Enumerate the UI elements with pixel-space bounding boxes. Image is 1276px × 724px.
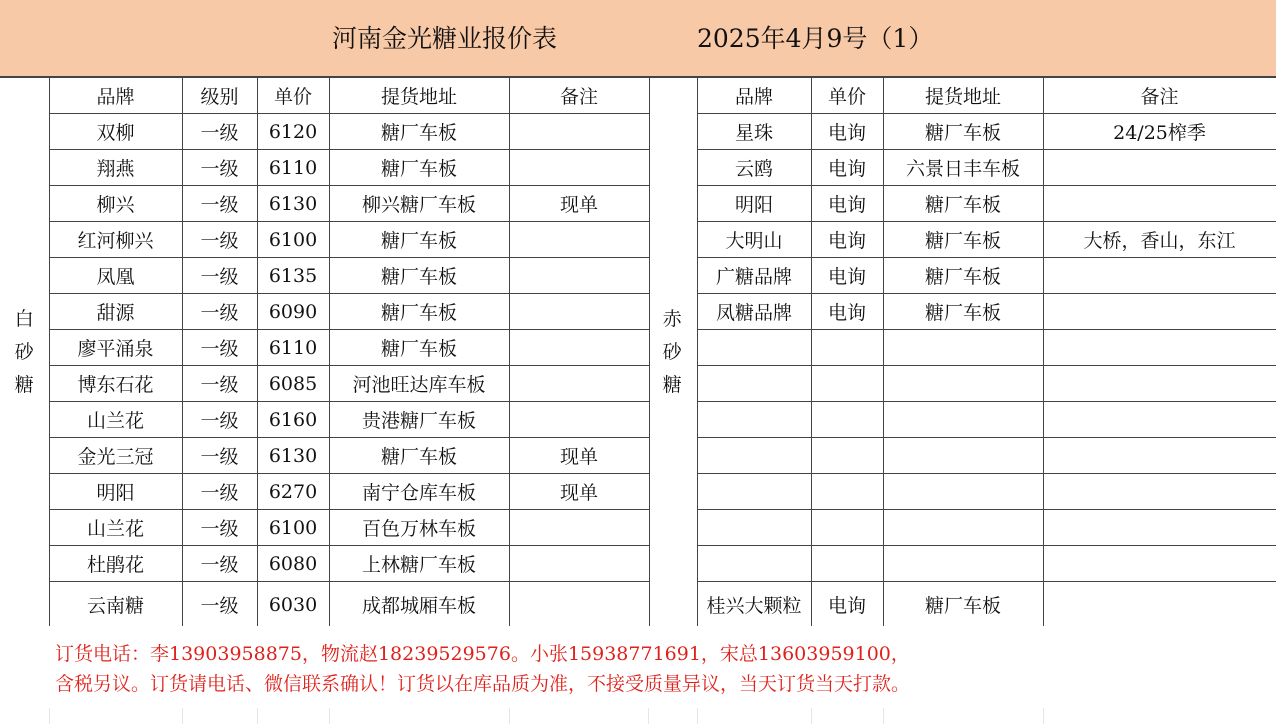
white-sugar-table: [0, 77, 650, 628]
category-char: 糖: [14, 374, 34, 396]
red-sugar-table: [648, 77, 1276, 628]
table-row: [0, 366, 649, 402]
brand-cell: 大明山: [697, 222, 811, 258]
grade-cell: 一级: [182, 474, 257, 510]
price-cell: [811, 474, 883, 510]
column-header-grade: 级别: [182, 78, 257, 114]
footer-notes: [0, 626, 1276, 724]
category-char: 糖: [662, 374, 682, 396]
column-header-price: 单价: [257, 78, 329, 114]
price-cell: 电询: [811, 258, 883, 294]
note-cell: [509, 150, 649, 186]
brand-cell: [697, 510, 811, 546]
table-row: [0, 150, 649, 186]
price-cell: 6090: [257, 294, 329, 330]
brand-cell: 广糖品牌: [697, 258, 811, 294]
price-cell: 6130: [257, 186, 329, 222]
category-char: 砂: [662, 341, 682, 363]
brand-cell: 凤凰: [49, 258, 182, 294]
header-bar: [0, 0, 1276, 77]
divider: [329, 708, 330, 724]
table-row: [648, 402, 1276, 438]
address-cell: 南宁仓库车板: [329, 474, 509, 510]
note-cell: [1043, 258, 1276, 294]
table-row: [0, 546, 649, 582]
brand-cell: 双柳: [49, 114, 182, 150]
price-cell: 电询: [811, 222, 883, 258]
note-cell: [509, 582, 649, 628]
brand-cell: 明阳: [49, 474, 182, 510]
address-cell: 糖厂车板: [329, 330, 509, 366]
address-cell: [883, 510, 1043, 546]
table-row: [648, 294, 1276, 330]
brand-cell: 红河柳兴: [49, 222, 182, 258]
note-cell: [1043, 438, 1276, 474]
note-cell: [509, 294, 649, 330]
table-row: [648, 258, 1276, 294]
brand-cell: 云南糖: [49, 582, 182, 628]
divider: [811, 708, 812, 724]
table-row: [0, 510, 649, 546]
address-cell: [883, 438, 1043, 474]
table-row: [648, 222, 1276, 258]
brand-cell: 甜源: [49, 294, 182, 330]
price-cell: 电询: [811, 294, 883, 330]
price-cell: [811, 402, 883, 438]
column-header-brand: 品牌: [697, 78, 811, 114]
address-cell: 上林糖厂车板: [329, 546, 509, 582]
column-header-brand: 品牌: [49, 78, 182, 114]
grade-cell: 一级: [182, 114, 257, 150]
address-cell: 糖厂车板: [329, 114, 509, 150]
note-cell: [1043, 186, 1276, 222]
note-cell: [1043, 582, 1276, 628]
grade-cell: 一级: [182, 546, 257, 582]
note-cell: [509, 258, 649, 294]
brand-cell: 星珠: [697, 114, 811, 150]
table-row: [0, 294, 649, 330]
column-header-price: 单价: [811, 78, 883, 114]
price-cell: 6110: [257, 330, 329, 366]
table-row: [648, 186, 1276, 222]
address-cell: 糖厂车板: [883, 258, 1043, 294]
divider: [883, 708, 884, 724]
page-title: 河南金光糖业报价表: [332, 24, 558, 53]
address-cell: 糖厂车板: [883, 582, 1043, 628]
table-row: [648, 330, 1276, 366]
note-cell: [1043, 150, 1276, 186]
note-cell: [1043, 474, 1276, 510]
address-cell: [883, 546, 1043, 582]
brand-cell: 金光三冠: [49, 438, 182, 474]
price-cell: 电询: [811, 582, 883, 628]
table-row: [0, 186, 649, 222]
brand-cell: [697, 546, 811, 582]
contact-note: 订货电话：李13903958875，物流赵18239529576。小张15938771691，宋总13603959100，: [55, 643, 910, 665]
address-cell: 糖厂车板: [883, 222, 1043, 258]
grade-cell: 一级: [182, 438, 257, 474]
grade-cell: 一级: [182, 150, 257, 186]
table-row: [0, 222, 649, 258]
divider: [697, 708, 698, 724]
divider: [648, 708, 649, 724]
brand-cell: [697, 474, 811, 510]
note-cell: [509, 114, 649, 150]
address-cell: 糖厂车板: [329, 150, 509, 186]
note-cell: [1043, 330, 1276, 366]
divider: [1043, 708, 1044, 724]
address-cell: [883, 330, 1043, 366]
grade-cell: 一级: [182, 366, 257, 402]
address-cell: 百色万林车板: [329, 510, 509, 546]
table-row: [648, 150, 1276, 186]
brand-cell: [697, 402, 811, 438]
brand-cell: 翔燕: [49, 150, 182, 186]
quote-date: 2025年4月9号（1）: [697, 24, 934, 53]
table-row: [648, 438, 1276, 474]
brand-cell: 柳兴: [49, 186, 182, 222]
price-cell: 电询: [811, 186, 883, 222]
note-cell: 24/25榨季: [1043, 114, 1276, 150]
category-char: 赤: [662, 308, 682, 330]
address-cell: 糖厂车板: [883, 186, 1043, 222]
note-cell: [1043, 366, 1276, 402]
note-cell: 大桥，香山，东江: [1043, 222, 1276, 258]
brand-cell: [697, 330, 811, 366]
table-row: [648, 366, 1276, 402]
note-cell: [1043, 546, 1276, 582]
grade-cell: 一级: [182, 222, 257, 258]
note-cell: [509, 366, 649, 402]
price-cell: 6130: [257, 438, 329, 474]
column-header-address: 提货地址: [883, 78, 1043, 114]
note-cell: [1043, 510, 1276, 546]
address-cell: 糖厂车板: [883, 114, 1043, 150]
note-cell: 现单: [509, 186, 649, 222]
address-cell: 糖厂车板: [329, 258, 509, 294]
address-cell: 贵港糖厂车板: [329, 402, 509, 438]
price-cell: 6030: [257, 582, 329, 628]
table-row: [0, 402, 649, 438]
category-label: [648, 78, 697, 628]
table-row: [648, 582, 1276, 628]
column-header-address: 提货地址: [329, 78, 509, 114]
address-cell: [883, 402, 1043, 438]
price-cell: 6120: [257, 114, 329, 150]
grade-cell: 一级: [182, 582, 257, 628]
note-cell: [509, 222, 649, 258]
header-row: [648, 78, 1276, 114]
divider: [509, 708, 510, 724]
note-cell: 现单: [509, 474, 649, 510]
divider: [257, 708, 258, 724]
price-cell: 6110: [257, 150, 329, 186]
note-cell: [509, 510, 649, 546]
table-row: [0, 582, 649, 628]
table-row: [648, 114, 1276, 150]
address-cell: 六景日丰车板: [883, 150, 1043, 186]
table-row: [648, 474, 1276, 510]
column-header-note: 备注: [509, 78, 649, 114]
address-cell: 河池旺达库车板: [329, 366, 509, 402]
brand-cell: 杜鹃花: [49, 546, 182, 582]
grade-cell: 一级: [182, 186, 257, 222]
price-cell: 6100: [257, 510, 329, 546]
address-cell: [883, 366, 1043, 402]
price-cell: 电询: [811, 114, 883, 150]
price-cell: [811, 366, 883, 402]
price-cell: [811, 330, 883, 366]
note-cell: 现单: [509, 438, 649, 474]
brand-cell: 山兰花: [49, 402, 182, 438]
grade-cell: 一级: [182, 402, 257, 438]
price-cell: 6160: [257, 402, 329, 438]
brand-cell: 凤糖品牌: [697, 294, 811, 330]
price-cell: 6135: [257, 258, 329, 294]
address-cell: 糖厂车板: [329, 294, 509, 330]
note-cell: [509, 402, 649, 438]
price-cell: 6080: [257, 546, 329, 582]
brand-cell: 明阳: [697, 186, 811, 222]
table-row: [0, 330, 649, 366]
divider: [182, 708, 183, 724]
note-cell: [509, 546, 649, 582]
note-cell: [1043, 402, 1276, 438]
brand-cell: 桂兴大颗粒: [697, 582, 811, 628]
brand-cell: 博东石花: [49, 366, 182, 402]
divider: [49, 708, 50, 724]
grade-cell: 一级: [182, 258, 257, 294]
note-cell: [509, 330, 649, 366]
price-cell: 电询: [811, 150, 883, 186]
table-row: [0, 438, 649, 474]
category-char: 砂: [14, 341, 34, 363]
address-cell: 糖厂车板: [883, 294, 1043, 330]
note-cell: [1043, 294, 1276, 330]
table-row: [648, 546, 1276, 582]
address-cell: [883, 474, 1043, 510]
price-cell: [811, 546, 883, 582]
grade-cell: 一级: [182, 294, 257, 330]
price-cell: [811, 510, 883, 546]
address-cell: 糖厂车板: [329, 438, 509, 474]
brand-cell: [697, 438, 811, 474]
column-header-note: 备注: [1043, 78, 1276, 114]
brand-cell: 云鸥: [697, 150, 811, 186]
address-cell: 糖厂车板: [329, 222, 509, 258]
grade-cell: 一级: [182, 330, 257, 366]
price-cell: 6100: [257, 222, 329, 258]
price-cell: 6085: [257, 366, 329, 402]
price-cell: 6270: [257, 474, 329, 510]
category-label: [0, 78, 49, 628]
terms-note: 含税另议。订货请电话、微信联系确认！订货以在库品质为准，不接受质量异议，当天订货当天打款。: [55, 673, 911, 695]
brand-cell: 廖平涌泉: [49, 330, 182, 366]
address-cell: 柳兴糖厂车板: [329, 186, 509, 222]
header-row: [0, 78, 649, 114]
brand-cell: 山兰花: [49, 510, 182, 546]
brand-cell: [697, 366, 811, 402]
table-row: [0, 258, 649, 294]
table-row: [648, 510, 1276, 546]
category-char: 白: [14, 308, 34, 330]
table-row: [0, 474, 649, 510]
grade-cell: 一级: [182, 510, 257, 546]
price-cell: [811, 438, 883, 474]
address-cell: 成都城厢车板: [329, 582, 509, 628]
table-row: [0, 114, 649, 150]
